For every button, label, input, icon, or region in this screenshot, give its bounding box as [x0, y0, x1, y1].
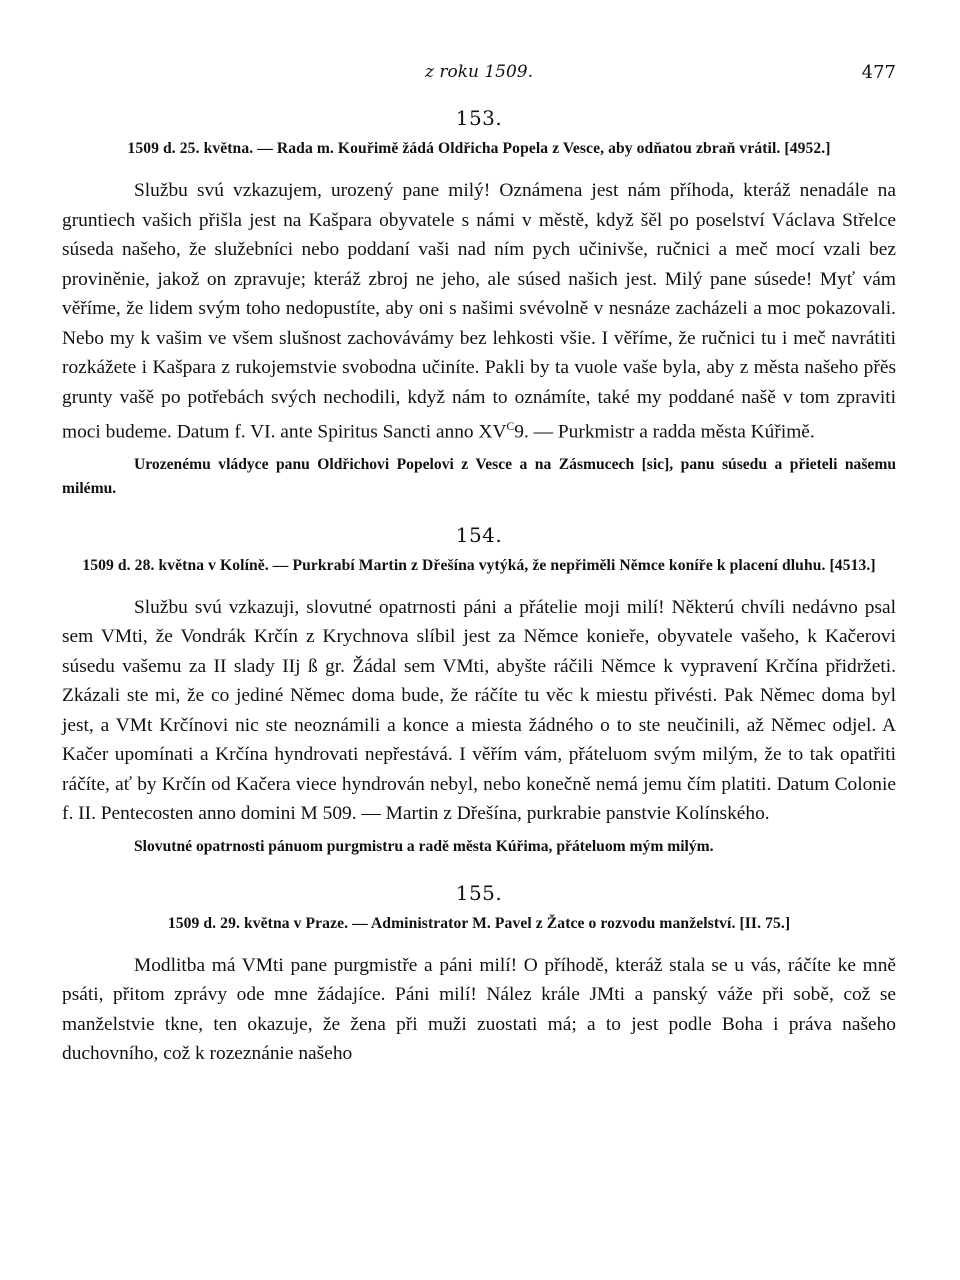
document-number: 155. [455, 880, 503, 905]
document-text: Modlitba má VMti pane purgmistře a páni milí! O příhodě, kteráž stala se u vás, ráčíte ke mně psáti, přitom zprávy ode mne žádajíce. Páni milí! Nález krále JMti a panský váže při sobě, což se manželstvie tkne, ten okazuje, že žena při muži zuostati má; a to jest podle Boha i práva našeho duchovního, což k rozeznánie našeho [62, 954, 896, 1065]
document-text-end: 9. — Purkmistr a radda města Kúřimě. [514, 421, 815, 443]
document-regest: 1509 d. 25. května. — Rada m. Kouřimě žádá Oldřicha Popela z Vesce, aby odňatou zbraň vrátil. [4952.] [127, 140, 831, 157]
document-regest: 1509 d. 28. května v Kolíně. — Purkrabí Martin z Dřešína vytýká, že nepřiměli Němce koníře k placení dluhu. [4513.] [82, 556, 876, 574]
document-text-main: Službu svú vzkazujem, urozený pane milý! Oznámena jest nám příhoda, kteráž nenadále na gruntiech vašich přišla jest na Kašpara obyvatele s námi v městě, když šěl po poselství Václava Střelce súseda našeho, že služebníci nebo poddaní vaši nad ním pych učinivše, ručnici a meč mocí vzali bez proviněnie, jakož on zpravuje; kteráž zbroj ne jeho, ale súsed našich jest. Milý pane súsede! Myť vám věříme, že lidem svým toho nedopustíte, aby oni s našimi svévolně v nesnáze zacházeli a moc pokazovali. Nebo my k vašim ve všem slušnost zachovávámy bez lehkosti všie. I věříme, že ručnici tu i meč navrátiti rozkážete i Kašpara z rukojemstvie svobodna učiníte. Pakli by ta vuole vaše byla, aby z města našeho přěs grunty vašě po potřebách svých nechodili, když nám to oznámíte, také my poddané našě v tom zpraviti moci budeme. Datum f. VI. ante Spiritus Sancti anno XV [62, 180, 896, 443]
running-head [62, 62, 896, 92]
document-number: 153. [455, 106, 503, 130]
document-155 [62, 881, 896, 1069]
running-title: z roku 1509. [424, 62, 534, 82]
book-page [62, 62, 896, 1069]
document-text-superscript: C [506, 420, 515, 433]
page-number: 477 [861, 62, 896, 83]
document-153 [62, 106, 896, 501]
document-regest: 1509 d. 29. května v Praze. — Administrator M. Pavel z Žatce o rozvodu manželství. [II. 75.] [167, 914, 791, 932]
document-text [62, 176, 896, 447]
document-address: Slovutné opatrnosti pánuom purgmistru a radě města Kúřima, přáteluom mým milým. [134, 837, 714, 855]
document-address: Urozenému vládyce panu Oldřichovi Popelovi z Vesce a na Zásmucech [sic], panu súsedu a přieteli našemu milému. [62, 455, 896, 497]
document-154 [62, 523, 896, 859]
document-number: 154. [455, 522, 503, 547]
document-text: Službu svú vzkazuji, slovutné opatrnosti páni a přátelie moji milí! Některú chvíli nedávno psal sem VMti, že Vondrák Krčín z Krychnova slíbil jest za Němce konieře, obyvatele vašeho, k Kačerovi súsedu vašemu za II slady IIj ß gr. Žádal sem VMti, abyšte ráčili Němce k vypravení Krčína přidržeti. Zkázali ste mi, že co jediné Němec doma bude, že ráčíte tu věc k miestu přivésti. Pak Němec doma byl jest, a VMt Krčínovi nic ste neoznámili a konce a miesta žádného o to ste neučinili, až Němec odjel. A Kačer upomínati a Krčína hyndrovati nepřestává. I věřím vám, přáteluom svým milým, že to tak opatřiti ráčíte, ať by Krčín od Kačera viece hyndrován nebyl, nebo konečně nemá jemu čím platiti. Datum Colonie f. II. Pentecosten anno domini M 509. — Martin z Dřešína, purkrabie panstvie Kolínského. [62, 596, 896, 825]
